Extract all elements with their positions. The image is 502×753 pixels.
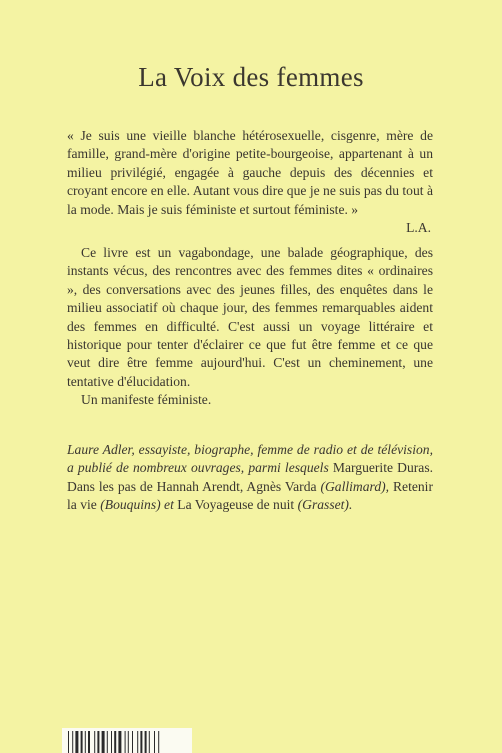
book-title-4: Retenir la vie: [67, 478, 433, 513]
barcode-bar: [72, 731, 73, 753]
barcode: [62, 728, 192, 753]
barcode-bar: [128, 731, 129, 753]
publisher-3: (Grasset).: [297, 497, 353, 513]
book-title-1: Marguerite Duras.: [332, 460, 434, 476]
author-bio-intro: Laure Adler, essayiste, biographe, femme de radio et de télévision, a publié de nombreux ouvrages, parmi lesquels: [67, 442, 433, 476]
book-title: La Voix des femmes: [138, 62, 364, 92]
barcode-graphic: [62, 728, 192, 753]
book-title-5: La Voyageuse de nuit: [177, 497, 295, 513]
barcode-bar: [107, 731, 108, 753]
barcode-bar: [125, 731, 126, 753]
quote-signature: L.A.: [406, 220, 431, 236]
author-bio-paragraph: [67, 441, 433, 515]
quote-text: « Je suis une vieille blanche hétérosexuelle, cisgenre, mère de famille, grand-mère d'origine petite-bourgeoise, appartenant à un milieu privilégié, engagée à gauche depuis des décennies et croyant encore en elle. Autant vous dire que je ne suis pas du tout à la mode. Mais je suis féministe et surtout féministe. »: [67, 128, 433, 217]
book-title-3: Agnès Varda: [246, 478, 317, 494]
barcode-bar: [154, 731, 155, 753]
barcode-bar: [81, 731, 83, 753]
barcode-bar: [132, 731, 133, 753]
barcode-bar: [102, 731, 105, 753]
barcode-bar: [140, 731, 142, 753]
author-bio: [67, 441, 433, 515]
barcode-bar: [149, 731, 150, 753]
description-block: [67, 244, 433, 410]
barcode-bar: [94, 731, 95, 753]
barcode-bar: [68, 731, 69, 753]
barcode-bar: [137, 731, 138, 753]
barcode-bar: [114, 731, 116, 753]
barcode-bar: [118, 731, 121, 753]
quote-block: [67, 127, 433, 237]
barcode-bar: [75, 731, 78, 753]
publisher-2: (Bouquins) et: [100, 497, 174, 513]
barcode-bar: [145, 731, 147, 753]
barcode-bar: [111, 731, 112, 753]
barcode-bar: [85, 731, 86, 753]
description-closing: Un manifeste féministe.: [81, 392, 212, 408]
description-paragraph: Ce livre est un vagabondage, une balade géographique, des instants vécus, des rencontres avec des femmes dites « ordinaires », des conversations avec des jeunes filles, des enquêtes dans le milieu associatif où chaque jour, des femmes remarquables aident des femmes en difficulté. C'est aussi un voyage littéraire et historique pour tenter d'éclairer ce que fut être femme et ce que veut dire être femme aujourd'hui. C'est un cheminement, une tentative d'élucidation.: [67, 245, 433, 389]
barcode-bar: [97, 731, 99, 753]
book-title-2: Dans les pas de Hannah Arendt,: [67, 478, 244, 494]
publisher-1: (Gallimard),: [320, 478, 390, 494]
barcode-bar: [88, 731, 90, 753]
barcode-bar: [158, 731, 159, 753]
